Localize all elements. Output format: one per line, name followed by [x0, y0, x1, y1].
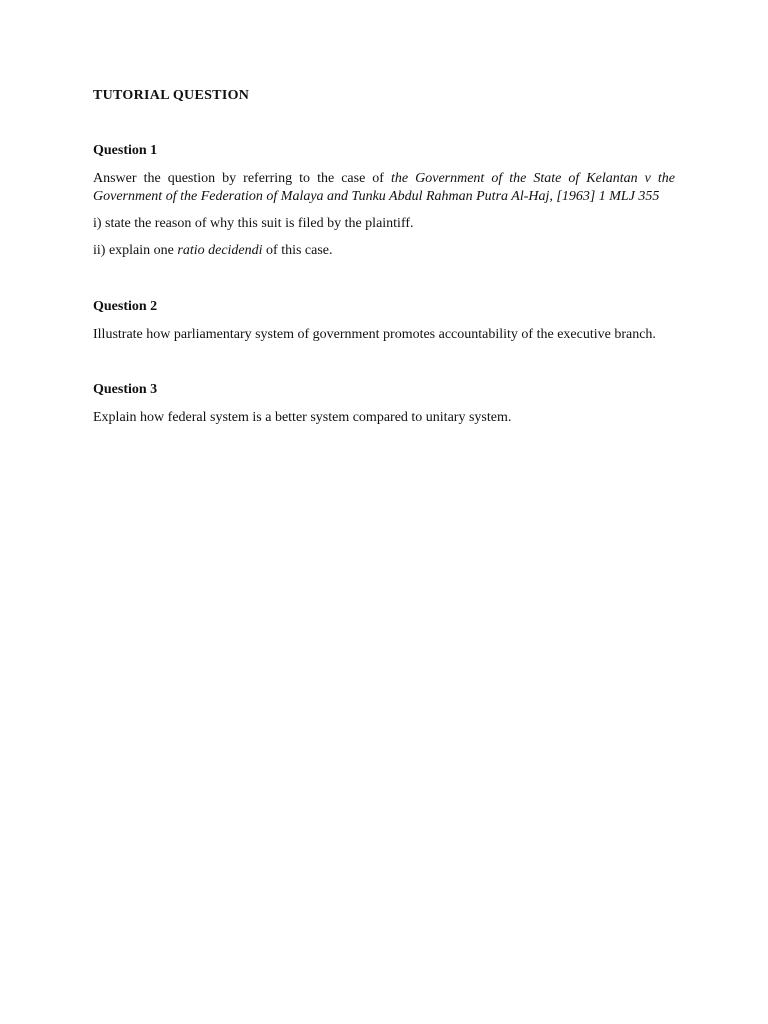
question-2-text: Illustrate how parliamentary system of government promotes accountability of the executive branch. [93, 327, 656, 342]
question-3-text: Explain how federal system is a better system compared to unitary system. [93, 410, 512, 425]
question-1-item-i: i) state the reason of why this suit is filed by the plaintiff. [93, 216, 414, 231]
question-2-heading: Question 2 [93, 299, 158, 314]
question-3-heading: Question 3 [93, 382, 158, 397]
question-1-item-ii [93, 242, 675, 260]
question-1-item-ii-text-before: ii) explain one [93, 243, 178, 258]
question-1-instruction [93, 170, 675, 206]
question-1-heading: Question 1 [93, 143, 158, 158]
question-1-item-ii-text-after: of this case. [262, 243, 333, 258]
document-body [93, 86, 675, 427]
question-1-instruction-text: Answer the question by referring to the case of [93, 171, 391, 186]
case-citation: the Government of the State of Kelantan v the Government of the Federation of Malaya and Tunku Abdul Rahman Putra Al-Haj, [1963] 1 MLJ 355 [93, 171, 675, 204]
legal-term: ratio decidendi [177, 243, 263, 258]
document-title: TUTORIAL QUESTION [93, 88, 250, 103]
